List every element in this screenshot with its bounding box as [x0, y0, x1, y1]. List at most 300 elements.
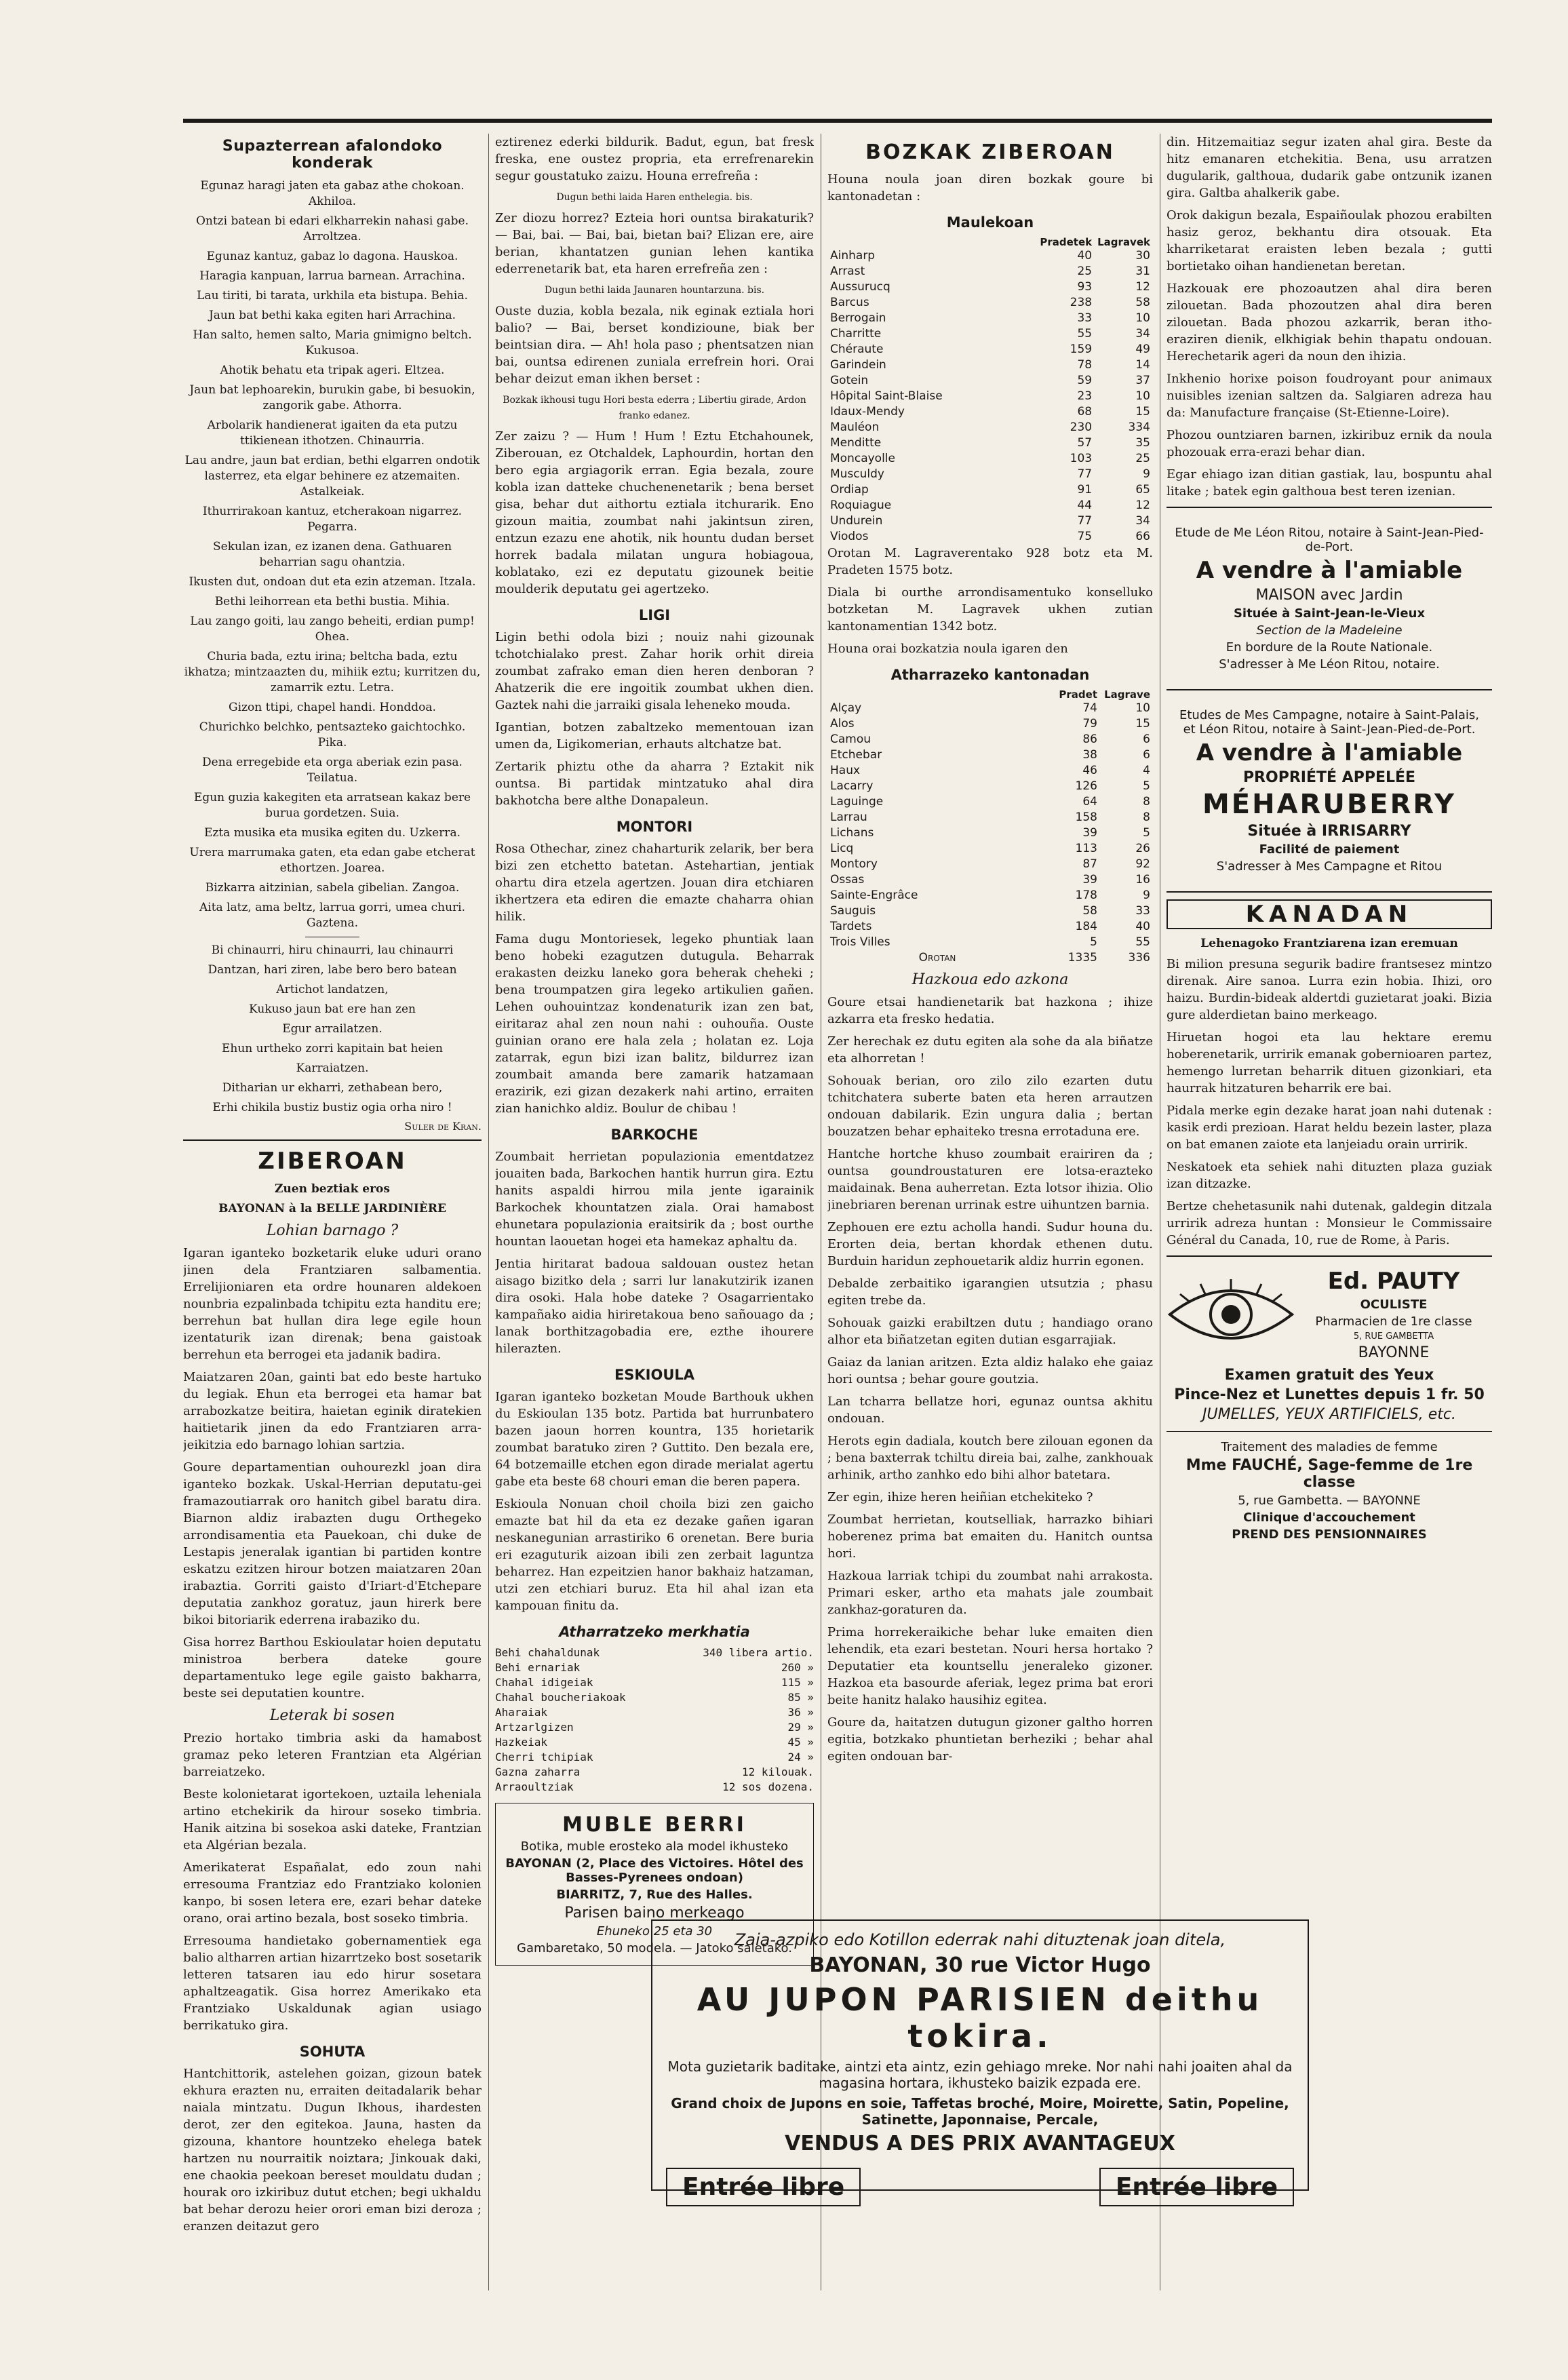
article-paragraph: Hiruetan hogoi eta lau hektare eremu hoberenetarik, urririk emanak gobernioaren partez, hemengo lurretan beharrik dituen gizonkiari, eta haurrak hitzaturen beharrik ere bai. [1167, 1030, 1492, 1095]
article-paragraph: Hantchittorik, astelehen goizan, gizoun batek ekhura erazten nu, erraiten deitadalarik behar naiala mintzatu. Dugun Ikhous, ihardesten derot, zer den egitekoa. Jauna, hasten da gizouna, khantore hountzeko ehelega batek hartzen nu nourraitik noiztara; Jinkouak daki, ene chaokia peekoan bereset mouldatu dudan ; hourak oro izkiribuz dutut etchen; begi ukhaldu bat behar derozu heier orori eman bizi deroza ; eranzen deitazut gero [183, 2067, 482, 2233]
article-paragraph: eztirenez ederki bildurik. Badut, egun, bat fresk freska, ene oustez propria, eta errefrenarekin segur goustatuko zaizu. Houna errefreña : [495, 135, 814, 183]
commune-cell: Licq [830, 842, 854, 855]
ziberoan-heading: ZIBEROAN [258, 1148, 407, 1175]
votes-cell: 9 [1143, 889, 1150, 902]
votes-cell: 44 [1077, 499, 1093, 512]
votes-cell: 15 [1135, 717, 1150, 730]
table-row [827, 451, 1153, 467]
riddle-line: Urera marrumaka gaten, eta edan gabe etcherat ethortzen. Joarea. [189, 846, 475, 875]
votes-cell: 39 [1082, 826, 1097, 840]
votes-cell: 15 [1135, 405, 1150, 418]
table-row [827, 872, 1153, 888]
ad-line: VENDUS A DES PRIX AVANTAGEUX [785, 2132, 1175, 2155]
section-divider [1167, 689, 1492, 690]
article-paragraph: Goure da, haitatzen dutugun gizoner galtho horren egitia, botzkako phuntietan berheziki ; behar ahal egiten ondouan bar- [827, 1715, 1153, 1763]
article-paragraph: Igaran iganteko bozketarik eluke uduri orano jinen dela Frantziaren salbamentia. Errelijioniaren eta ordre hounaren aldekoen nounbria ezpalinbada tchipitu ezta handitu ere; berrehun bat hullan dira lege egile houn izentaturik izan direnak; bena gaistoak berrehun eta berrogei eta jadanik badira. [183, 1246, 482, 1362]
article-paragraph: Debaldе zerbaitiko igarangien utsutzia ; phasu egiten trebe da. [827, 1276, 1153, 1308]
article-paragraph: Goure departamentian ouhourezkl joan dira iganteko bozkak. Uskal-Herrian deputatu-gei framazoutiarrak oro hanitch gibel baratu dira. Biarnon aldiz irabazten dugu Orthegeko arrondisamentia eta Pauekoan, chi duke de Lestapis jeneralak igantian bi partiden kontre eskatzu ezitzen hirour botzen maiatzaren 20an irabaztia. Gorriti gaisto d'Iriart-d'Etcheparе deputatia zankhoz goratuz, jaun hirerk bere bikoi bitoriarik ederrena irabaziko du. [183, 1460, 482, 1627]
market-prices [495, 1645, 814, 1795]
total-value: 336 [1128, 951, 1150, 964]
market-price: 29 » [787, 1721, 814, 1734]
commune-cell: Roquiague [830, 499, 892, 512]
riddle-line: Bizkarra aitzinian, sabela gibelian. Zangoa. [205, 881, 460, 895]
article-paragraph: Zephouen ere eztu acholla handi. Sudur houna du. Erorten deia, bertan khordak ethenen dutu. Burduin haridun zephouetarik aldiz hurrin egonen. [827, 1220, 1153, 1268]
market-price: 85 » [787, 1691, 814, 1704]
ad-property-name: MÉHARUBERRY [1202, 789, 1457, 820]
riddle-line: Churichko belchko, pentsazteko gaichtochko. Pika. [199, 720, 466, 749]
article-paragraph: Herots egin dadiala, koutch bere zilouan egonen da ; bena baxterrak tchiltu direia bai, zalhe, zankhouak arhinik, artho zanhko edo bihi alhor batetara. [827, 1434, 1153, 1482]
market-item: Artzarlgizen [495, 1721, 574, 1734]
poem [183, 943, 482, 1116]
market-row [495, 1765, 814, 1780]
commune-cell: Etchebar [830, 748, 882, 762]
table-row [827, 404, 1153, 420]
ad-line: 5, RUE GAMBETTA [1353, 1331, 1434, 1342]
commune-cell: Hôpital Saint-Blaise [830, 389, 943, 403]
table-row [827, 903, 1153, 919]
article-paragraph: Amerikaterat Españalat, edo zoun nahi erresouma Frantziaz edo Frantziako kolonien kanpo, bi sosen letera ere, ezari behar dateke orano, orai artino bezala, bost soseko timbria. [183, 1860, 482, 1926]
ziberoan-line: Zuen beztiak eros [275, 1182, 390, 1196]
ad-line: Gambaretako, 50 modela. — Jatoko saletako. [517, 1941, 792, 1955]
article-paragraph: Orok dakigun bezala, Espaiñoulak phozou erabilten hasiz geroz, bekhantu dira otsouak. Eta kharriketarat eraisten leben bezala ; gutti bortietako oihan handienetan beretan. [1167, 208, 1492, 273]
column-1 [183, 134, 482, 2240]
riddle-line: Jaun bat bethi kaka egiten hari Arrachina. [208, 309, 456, 322]
market-row [495, 1675, 814, 1690]
votes-cell: 5 [1143, 826, 1150, 840]
poem-line: Ehun urtheko zorri kapitain bat heien [221, 1042, 444, 1055]
ad-line: S'adresser à Mes Campagne et Ritou [1216, 859, 1443, 874]
article-paragraph: Beste kolonietarat igortekoen, uztaila lehenialа artino etchekirik da hirour sosеko timbria. Hanik aitzina bi sosekoa aski dateke, Frantzian eta Algérian bezala. [183, 1787, 482, 1852]
votes-cell: 8 [1143, 811, 1150, 824]
commune-cell: Mauléon [830, 421, 880, 434]
article-paragraph: Jentia hiritarat badoua saldouan oustez hetan aisago bizitko dela ; sarri lur lanakutzirik izanen dira osoki. Hala hobe dateke ? Osagarrientako kampañako aidia hiriretakoua beno sañouago da ; lanak borthitzagobadia ere, ezthe ihourere hilerazten. [495, 1257, 814, 1356]
ad-line: Pharmacien de 1re classe [1315, 1314, 1472, 1329]
votes-cell: 78 [1077, 358, 1093, 372]
riddles-list [183, 178, 482, 931]
commune-cell: Tardets [830, 920, 872, 933]
market-price: 260 » [781, 1661, 814, 1674]
column-header: Lagrave [1104, 688, 1150, 701]
article-paragraph: Egar ehiago izan ditian gastiak, lau, bospuntu ahal litake ; batek egin galthoua best teren izenian. [1167, 467, 1492, 499]
article-paragraph: Erresouma handietako gobernamentiek ega balio altharren artian hizarrtzeko bost sosetarik letteren tatsaren iau edo hirur sosetara aphaltzeagatik. Gisa horrez Amerikako eta Frantziako Uskaldunak agian usiago berrikatuko gira. [183, 1934, 482, 2033]
article-paragraph: Zer diozu horrez? Ezteia hori ountsa birakaturik? — Bai, bai. — Bai, bai, bietan bai? Elizan ere, aire berian, khantatzen gunian lehen kantika ederrenetarik bat, eta haren errefreña zen : [495, 211, 814, 276]
market-price: 12 sos dozena. [722, 1780, 814, 1793]
market-item: Hazkeiak [495, 1736, 548, 1749]
votes-cell: 40 [1077, 249, 1093, 262]
ad-title: AU JUPON PARISIEN deithu tokira. [697, 1981, 1263, 2054]
commune-cell: Gotein [830, 374, 869, 387]
article-paragraph: Gaiaz da lanian aritzen. Ezta aldiz halako ehe gaiaz hori ountsa ; behar goure goutzia. [827, 1355, 1153, 1386]
market-row [495, 1690, 814, 1705]
article-paragraph: Zertarik phiztu othe da aharra ? Eztakit nik ountsa. Bi partidak mintzatuko ahal dira bakhotcha bere althe Donapaleun. [495, 760, 814, 808]
commune-cell: Montory [830, 857, 878, 871]
riddle-line: Lau zango goiti, lau zango beheiti, erdian pump! Ohea. [190, 614, 475, 644]
votes-cell: 75 [1077, 530, 1093, 543]
table-row [827, 264, 1153, 279]
commune-cell: Alçay [830, 701, 862, 715]
mauleon-results-table [827, 236, 1153, 545]
votes-cell: 91 [1077, 483, 1093, 496]
votes-cell: 34 [1135, 327, 1150, 340]
commune-cell: Berrogain [830, 311, 886, 325]
subheading: Lohian barnago ? [266, 1222, 399, 1239]
votes-cell: 92 [1135, 857, 1150, 871]
poem-line: Bi chinaurri, hiru chinaurri, lau chinaurri [211, 943, 454, 957]
article-paragraph: Bi milion presuna segurik badire frantsesez mintzo direnak. Aire sanoa. Lurra ezin hobia. Ihizi, oro haizu. Burdin-bideak aldertdi guzietarat joaki. Bizia gure alderdietan baino merkeago. [1167, 957, 1492, 1022]
subheading: Hazkoua edo azkona [912, 971, 1069, 988]
commune-cell: Chéraute [830, 343, 884, 356]
votes-cell: 25 [1135, 452, 1150, 465]
ad-line: 5, rue Gambetta. — BAYONNE [1238, 1494, 1421, 1508]
article-paragraph: Igaran iganteko bozketan Moude Barthouk ukhen du Eskioulan 135 botz. Partida bat hurrunbatero bazen jaoun horren kountra, 135 horietarik zoumbat baratuko ziren ? Guttito. Den bezala ere, 64 botzemaille etchen egon dirade merialat agertu gabe eta beste 68 chouri eman die beren papera. [495, 1390, 814, 1489]
article-paragraph: Ligin bethi odola bizi ; nouiz nahi gizounak tchotchialako prest. Zahar horik orhit direia zoumbat zafrako eman dien heren denboran ? Ahatzerik die ere ingoitik zoumbat ukhen dien. Gaztek nahi die jarraiki gisala leheneko mouda. [495, 630, 814, 712]
riddle-line: Egunaz kantuz, gabaz lo dagona. Hauskoa. [206, 250, 458, 263]
votes-cell: 58 [1135, 296, 1150, 309]
market-price: 36 » [787, 1706, 814, 1719]
commune-cell: Undurein [830, 514, 883, 528]
article-paragraph: Sohouak gaizki erabiltzen dutu ; handiago orano alhor eta biñatzetan egiten dutian esgarrajiak. [827, 1316, 1153, 1347]
table-row [827, 794, 1153, 810]
votes-cell: 49 [1135, 343, 1150, 356]
votes-cell: 23 [1077, 389, 1093, 403]
entree-libre-label: Entrée libre [1099, 2168, 1294, 2206]
fauche-ad [1167, 1440, 1492, 1542]
table-row [827, 779, 1153, 794]
article-paragraph: Houna orai bozkatzia noula igaren den [827, 642, 1068, 656]
commune-cell: Moncayolle [830, 452, 895, 465]
poem-line: Karraiatzen. [296, 1061, 369, 1075]
refrain: Dugun bethi laida Jaunaren hountarzuna. bis. [544, 285, 765, 296]
votes-cell: 10 [1135, 311, 1150, 325]
votes-cell: 30 [1135, 249, 1150, 262]
article-paragraph: Hantche hortche khuso zoumbait erairiren da ; ountsa goundroustaturen ere lotsa-erazteko maidainak. Bena auherretan. Ezta lotsor ihizia. Olio jinebriaren berenan urrinak estre uihuntzen barnia. [827, 1147, 1153, 1212]
article-paragraph: Pidala merke egin dezake harat joan nahi dutenak : kasik erdi prezioan. Harat heldu bezein laster, plaza on bat emanen zaiote eta lanjeiadu orain urririk. [1167, 1104, 1492, 1152]
column-2 [495, 134, 814, 1974]
poem-line: Egur arrailatzen. [282, 1022, 383, 1036]
table-row [827, 279, 1153, 295]
column-header: Pradet [1059, 688, 1097, 701]
market-row [495, 1720, 814, 1735]
riddle-line: Ontzi batean bi edari elkharrekin nahasi gabe. Arroltzea. [195, 214, 469, 243]
votes-cell: 33 [1135, 904, 1150, 918]
refrain: Dugun bethi laida Haren enthelegia. bis. [556, 192, 753, 203]
riddle-line: Arbolarik handienerat igaiten da eta putzu ttikienean ithotzen. Chinaurria. [207, 418, 458, 448]
table-row [827, 701, 1153, 716]
ad-line: BAYONAN (2, Place des Victoires. Hôtel des Basses-Pyrenees ondoan) [505, 1856, 804, 1885]
ad-line: Etude de Me Léon Ritou, notaire à Saint-Jean-Pied-de-Port. [1175, 526, 1484, 554]
ad-line: PREND DES PENSIONNAIRES [1232, 1527, 1427, 1542]
commune-cell: Trois Villes [830, 935, 890, 949]
column-rule [488, 134, 489, 2290]
market-item: Chahal boucheriakoak [495, 1691, 626, 1704]
table-row [827, 857, 1153, 872]
market-price: 45 » [787, 1736, 814, 1749]
riddle-line: Ikusten dut, ondoan dut eta ezin atzeman. Itzala. [189, 575, 476, 589]
market-price: 115 » [781, 1676, 814, 1689]
commune-cell: Ordiap [830, 483, 869, 496]
riddle-line: Lau tiriti, bi tarata, urkhila eta bistupa. Behia. [197, 289, 468, 303]
article-paragraph: Prima horrekeraikiche behar luke emaiten dien lehendik, eta ezari bestetan. Nouri hersa hortako ? Deputatier eta kountsellu jeneraleko gizoner. Hazkoa eta basourde aferiak, legez prima bat erori beite hanitz halako hausihiz egitea. [827, 1625, 1153, 1707]
poem-line: Ditharian ur ekharri, zethabean bero, [222, 1081, 443, 1095]
ad-line: Pince-Nez et Lunettes depuis 1 fr. 50 [1174, 1386, 1485, 1403]
ad-line: Située à Saint-Jean-le-Vieux [1233, 606, 1426, 621]
table-row [827, 935, 1153, 950]
table-row [827, 732, 1153, 747]
ad-title: MUBLE BERRI [562, 1813, 747, 1837]
votes-cell: 10 [1135, 389, 1150, 403]
commune-cell: Sauguis [830, 904, 876, 918]
votes-cell: 10 [1135, 701, 1150, 715]
riddle-line: Egunaz haragi jaten eta gabaz athe chokoan. Akhiloa. [200, 179, 465, 208]
article-paragraph: Inkhenio horixe poison foudroyant pour animaux nuisibles izenian saltzen da. Salgiaren adreza hau da: Manufacture française (St-Etienne-Loire). [1167, 372, 1492, 420]
article-paragraph: Orotan M. Lagraverentako 928 botz eta M. Pradeten 1575 botz. [827, 546, 1153, 577]
market-item: Behi chahaldunak [495, 1646, 600, 1659]
ad-line: MAISON avec Jardin [1255, 587, 1403, 604]
author-signature: Suler de Kran. [404, 1120, 482, 1133]
ad-line: Grand choix de Jupons en soie, Taffetas broché, Moire, Moirette, Satin, Popeline, Satinette, Japonnaise, Percale, [671, 2095, 1289, 2128]
ad-line: Parisen baino merkeago [564, 1905, 745, 1921]
ziberoan-line: BAYONAN à la BELLE JARDINIÈRE [218, 1202, 446, 1215]
table-heading: Maulekoan [946, 214, 1034, 231]
riddle-line: Lau andre, jaun bat erdian, bethi elgarren ondotik lasterrez, eta elgar behinere ez atzemaiten. Astalkeiak. [184, 454, 480, 499]
ad-line: Située à IRRISARRY [1247, 823, 1411, 840]
ad-title: A vendre à l'amiable [1196, 557, 1463, 584]
jupon-parisien-ad [651, 1919, 1309, 2201]
article-paragraph: Goure etsai handienetarik bat hazkona ; ihize azkarra eta fresko hedatia. [827, 995, 1153, 1026]
votes-cell: 5 [1090, 935, 1097, 949]
section-divider [1167, 1255, 1492, 1257]
votes-cell: 12 [1135, 499, 1150, 512]
commune-cell: Sainte-Engrâce [830, 889, 918, 902]
riddle-line: Haragia kanpuan, larrua barnean. Arrachina. [199, 269, 465, 283]
commune-cell: Lichans [830, 826, 874, 840]
riddles-title: Supazterrean afalondoko konderak [222, 138, 443, 172]
table-row [827, 467, 1153, 482]
article-paragraph: Maiatzaren 20an, gainti bat edo beste hartuko du legiak. Ehun eta berrogei eta hamar bat arrabozkatze beitira, haietan eginik diratekien haitietarik jinen da edo Frantziaren arra-jeikitzia edo barnago lohian sartzia. [183, 1370, 482, 1452]
votes-cell: 103 [1070, 452, 1093, 465]
votes-cell: 6 [1143, 748, 1150, 762]
market-row [495, 1780, 814, 1795]
table-row [827, 888, 1153, 903]
table-row [827, 373, 1153, 389]
votes-cell: 8 [1143, 795, 1150, 808]
market-row [495, 1645, 814, 1660]
refrain: Bozkak ikhousi tugu Hori besta ederra ; Libertiu girade, Ardon franko edanez. [503, 395, 806, 421]
ad-line: Ehuneko 25 eta 30 [596, 1924, 713, 1938]
total-label: Orotan [918, 951, 956, 964]
article-paragraph: Fama dugu Montoriesek, legeko phuntiak laan beno hobeki ezagutzen dutugula. Beharrak erakasten deizku laneko gora beherak cheheki ; bena troumpatzen gira legeko artikulien gañen. Lehen ouhouintzaz kondenaturik izan zen bat, eiritaraz ahal zen noun nahi : ouhouña. Ouste guinian orano ere hala zela ; holatan ez. Loja zatarrak, egun bizi izan balitz, bildurrez izan zoumbait amanda bere zamarik hatzamaan erazirik, ezi gizan dezakerk nahi artino, erraiten zian hanichko aldiz. Boulur de chibau ! [495, 932, 814, 1116]
commune-cell: Alos [830, 717, 855, 730]
votes-cell: 57 [1077, 436, 1093, 450]
riddle-line: Jaun bat lephoarekin, burukin gabe, bi besuokin, zangorik gabe. Athorra. [189, 383, 475, 412]
votes-cell: 158 [1075, 811, 1097, 824]
ad-line: BAYONNE [1358, 1344, 1430, 1361]
market-item: Aharaiak [495, 1706, 548, 1719]
market-item: Gazna zaharra [495, 1766, 581, 1778]
market-price: 12 kilouak. [742, 1766, 814, 1778]
ad-line: Facilité de paiement [1259, 842, 1400, 857]
article-paragraph: Rosa Othechar, zinez chaharturik zelarik, ber bera bizi zen etchetto batetan. Astehartian, jentiak ohartu dira etzela agertzen. Jouan dira etchiaren ikhertzera eta ediren die emazte chaharra ohian hilik. [495, 842, 814, 924]
ad-line: Etudes de Mes Campagne, notaire à Saint-Palais, et Léon Ritou, notaire à Saint-Jean-Pied-de-Port. [1179, 708, 1479, 737]
market-row [495, 1660, 814, 1675]
section-heading: LIGI [638, 607, 671, 623]
votes-cell: 6 [1143, 733, 1150, 746]
section-heading: BARKOCHE [610, 1127, 699, 1143]
table-row [827, 747, 1153, 763]
market-price: 340 libera artio. [703, 1646, 814, 1659]
votes-cell: 77 [1077, 467, 1093, 481]
ad-line: BAYONAN, 30 rue Victor Hugo [809, 1953, 1151, 1977]
votes-cell: 66 [1135, 530, 1150, 543]
riddle-line: Ezta musika eta musika egiten du. Uzkerra. [203, 826, 460, 840]
votes-cell: 9 [1143, 467, 1150, 481]
riddle-line: Sekulan izan, ez izanen dena. Gathuaren beharrian sagu ohantzia. [212, 540, 452, 569]
article-paragraph: Hazkoua larriak tchipi du zoumbat nahi arrakosta. Primari esker, artho eta mahats jale zoumbait zankhaz-goraturen da. [827, 1569, 1153, 1617]
market-item: Chahal idigeiak [495, 1676, 593, 1689]
market-row [495, 1750, 814, 1765]
votes-cell: 37 [1135, 374, 1150, 387]
ad-line: Zaia-azpiko edo Kotillon ederrak nahi dituztenak joan ditela, [734, 1930, 1226, 1949]
article-paragraph: din. Hitzemaitiaz segur izaten ahal gira. Beste da hitz emanaren etchekitia. Bena, usu arratzen dugularik, galthoua, dudarik gabe ontzunik izanen gira. Galtba ahalkerik gabe. [1167, 135, 1492, 200]
votes-cell: 77 [1077, 514, 1093, 528]
section-heading: MONTORI [616, 819, 693, 835]
table-row [827, 357, 1153, 373]
votes-cell: 5 [1143, 779, 1150, 793]
commune-cell: Haux [830, 764, 861, 777]
votes-cell: 40 [1135, 920, 1150, 933]
votes-cell: 25 [1077, 265, 1093, 278]
votes-cell: 79 [1082, 717, 1097, 730]
section-heading: Atharratzeko merkhatia [559, 1624, 750, 1640]
pauty-ad [1167, 1265, 1492, 1423]
article-paragraph: Hazkouak ere phozoautzen ahal dira beren zilouetan. Bada phozoutzen ahal dira beren zilouetan. Bada phozou azkarrik, beran itho-eraziren dienik, elkhigiak behin thapatu ondouan. Herechetarik ageri da noun den ihizia. [1167, 281, 1492, 364]
section-heading: ESKIOULA [614, 1367, 695, 1383]
total-value: 1335 [1067, 951, 1097, 964]
votes-cell: 334 [1128, 421, 1150, 434]
votes-cell: 55 [1077, 327, 1093, 340]
votes-cell: 16 [1135, 873, 1150, 886]
votes-cell: 33 [1077, 311, 1093, 325]
section-divider [1167, 891, 1492, 893]
total-row [827, 950, 1153, 966]
votes-cell: 64 [1082, 795, 1097, 808]
commune-cell: Garindein [830, 358, 886, 372]
table-row [827, 420, 1153, 435]
table-row [827, 841, 1153, 857]
riddle-line: Ahotik behatu eta tripak ageri. Eltzea. [220, 364, 445, 377]
riddle-line: Aita latz, ama beltz, larrua gorri, umea churi. Gaztena. [199, 901, 465, 930]
ad-line: Mme FAUCHÉ, Sage-femme de 1re classe [1185, 1457, 1473, 1491]
poem-line: Kukuso jaun bat ere han zen [249, 1002, 416, 1016]
votes-cell: 238 [1070, 296, 1093, 309]
market-row [495, 1705, 814, 1720]
poem-line: Artichot landatzen, [276, 983, 389, 996]
riddle-line: Han salto, hemen salto, Maria gnimigno beltch. Kukusoa. [193, 328, 472, 357]
ad-line: Section de la Madeleine [1256, 623, 1403, 638]
table-row [827, 763, 1153, 779]
bozkak-title: BOZKAK ZIBEROAN [865, 140, 1115, 164]
eye-icon [1167, 1274, 1295, 1355]
table-row [827, 342, 1153, 357]
meharuberry-ad [1167, 699, 1492, 883]
article-paragraph: Zer zaizu ? — Hum ! Hum ! Eztu Etchahounek, Ziberouan, ez Otchaldek, Laphourdin, hortan den bero egia argiagorik erran. Egia bezala, zoure kobla izan datteke chuchenenetarik ; bena berset gisa, behar dut aithortu eztiala itchurarik. Eno gizoun maitia, zoumbat nahi jakintsun ziren, entzun ezazu ene ahotik, nik hountu dudan berset horrek badala milatan ungura hobiagoua, koblatako, ezi ez deputatu gizounek beitie moulderik deputatu gei agertzeko. [495, 429, 814, 596]
table-row [827, 389, 1153, 404]
table-heading: Atharrazeko kantonadan [890, 667, 1090, 683]
article-paragraph: Eskioula Nonuan choil choila bizi zen gaicho emazte bat hil da eta ez dezake gañen igaran neskanegunian arrastiriko 6 orenetan. Bere buria eri ezaguturik aizoan ibili zen zerbait laguntza beharrez. Han ezpeitzien hanor bakhaiz hatzaman, utzi zen etchiari buruz. Eta hil ahal izan eta kampouan finitu da. [495, 1497, 814, 1613]
ad-line: BIARRITZ, 7, Rue des Halles. [556, 1888, 753, 1902]
article-paragraph: Diala bi ourthe arrondisamentuko konselluko botzketan M. Lagravek ukhen zutian kantonamentian 1342 botz. [827, 585, 1153, 633]
market-item: Cherri tchipiak [495, 1751, 593, 1763]
section-divider [1167, 507, 1492, 508]
article-paragraph: Prezio hortako timbria aski da hamabost gramaz peko leteren Frantzian eta Algérian barreiatzeko. [183, 1731, 482, 1779]
table-row [827, 825, 1153, 841]
riddle-line: Egun guzia kakegiten eta arratsean kakaz bere burua gordetzen. Suia. [193, 791, 471, 820]
commune-cell: Lacarry [830, 779, 874, 793]
commune-cell: Ossas [830, 873, 865, 886]
entree-row [666, 2168, 1294, 2206]
column-4 [1167, 134, 1492, 1550]
ad-line: Traitement des maladies de femme [1221, 1440, 1438, 1454]
commune-cell: Camou [830, 733, 871, 746]
votes-cell: 4 [1143, 764, 1150, 777]
section-divider [183, 1139, 482, 1141]
section-heading: SOHUTA [299, 2044, 366, 2060]
table-row [827, 482, 1153, 498]
votes-cell: 59 [1077, 374, 1093, 387]
atharratze-results-table [827, 688, 1153, 966]
commune-cell: Laguinge [830, 795, 884, 808]
votes-cell: 86 [1082, 733, 1097, 746]
ad-title: Ed. PAUTY [1327, 1268, 1460, 1295]
ad-line: JUMELLES, YEUX ARTIFICIELS, etc. [1202, 1406, 1456, 1423]
votes-cell: 74 [1082, 701, 1097, 715]
subheading: Leterak bi sosen [269, 1707, 395, 1724]
table-row [827, 529, 1153, 545]
section-divider [1167, 1431, 1492, 1432]
market-item: Arraoultziak [495, 1780, 574, 1793]
votes-cell: 113 [1075, 842, 1097, 855]
article-paragraph: Zer egin, ihize heren heiñian etchekiteko ? [827, 1490, 1093, 1504]
article-paragraph: Zer herechak ez dutu egiten ala sohe da ala biñatze eta alhorretan ! [827, 1034, 1153, 1066]
commune-cell: Idaux-Mendy [830, 405, 905, 418]
table-row [827, 513, 1153, 529]
article-paragraph: Phozou ountziaren barnen, izkiribuz ernik da noula phozouak erra-erazi behar dian. [1167, 428, 1492, 459]
table-row [827, 248, 1153, 264]
riddle-line: Dena erregebide eta orga aberiak ezin pasa. Teilatua. [202, 756, 463, 785]
ad-line: Examen gratuit des Yeux [1224, 1367, 1434, 1384]
riddle-line: Gizon ttipi, chapel handi. Honddoa. [229, 701, 436, 714]
commune-cell: Charritte [830, 327, 882, 340]
article-paragraph: Bertze chehetasunik nahi dutenak, galdegin ditzala urririk adreza huntan : Monsieur le Commissaire Général du Canada, 10, rue de Rome, à Paris. [1167, 1199, 1492, 1247]
votes-cell: 34 [1135, 514, 1150, 528]
top-rule [183, 119, 1492, 123]
table-row [827, 311, 1153, 326]
commune-cell: Menditte [830, 436, 882, 450]
votes-cell: 55 [1135, 935, 1150, 949]
ad-line: S'adresser à Me Léon Ritou, notaire. [1219, 657, 1440, 671]
votes-cell: 14 [1135, 358, 1150, 372]
poem-line: Erhi chikila bustiz bustiz ogia orha niro ! [212, 1101, 452, 1114]
votes-cell: 230 [1070, 421, 1093, 434]
commune-cell: Ainharp [830, 249, 876, 262]
table-row [827, 498, 1153, 513]
market-price: 24 » [787, 1751, 814, 1763]
votes-cell: 178 [1075, 889, 1097, 902]
article-paragraph: Sohouak berian, oro zilo zilo ezarten dutu tchitchatera suberte baten eta heren arrautzen ondouan dabilarik. Ezin ungura dalia ; bertan bouzatzen behar ephaiteko tresna errotaduna ere. [827, 1074, 1153, 1139]
entree-libre-label: Entrée libre [666, 2168, 861, 2206]
article-paragraph: Lan tcharra bellatze hori, egunaz ountsa akhitu ondouan. [827, 1394, 1153, 1426]
article-paragraph: Igantian, botzen zabaltzeko mementouan izan umen da, Ligikomerian, erhauts altchatze bat. [495, 720, 814, 752]
